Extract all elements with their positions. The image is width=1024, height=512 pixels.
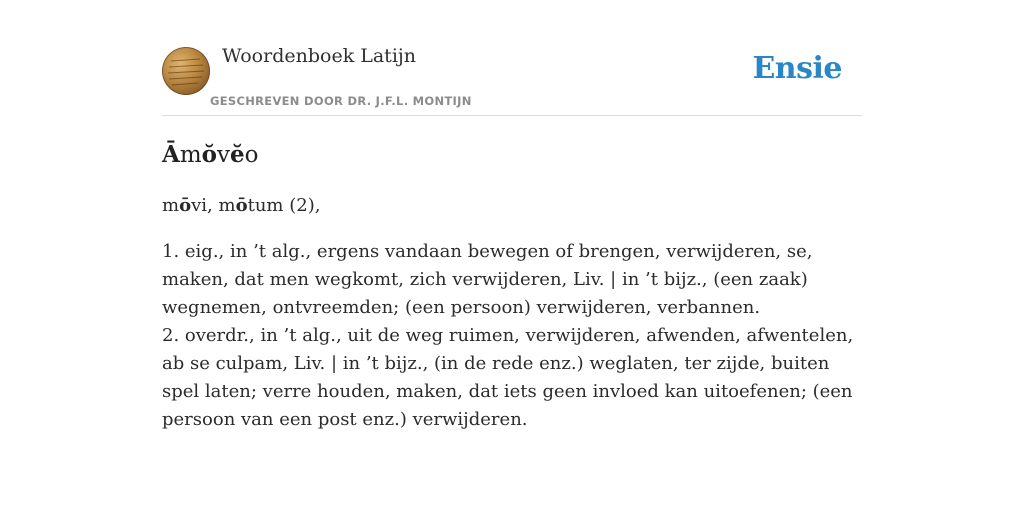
site-header: [162, 0, 862, 116]
definition-sense-1: 1. eig., in ’t alg., ergens vandaan bewegen of brengen, verwijderen, se, maken, dat men wegkomt, zich verwijderen, Liv. | in ’t bijz., (een zaak) wegnemen, ontvreemden; (een persoon) verwijderen, verbannen.: [162, 241, 813, 318]
entry-forms: mōvi, mōtum (2),: [162, 195, 321, 216]
entry-definition: [162, 238, 862, 434]
author-byline: GESCHREVEN DOOR DR. J.F.L. MONTIJN: [210, 94, 472, 108]
page: [162, 0, 862, 434]
entry-headword: Āmŏvĕo: [162, 141, 259, 168]
coin-logo-icon[interactable]: [162, 47, 210, 95]
site-title[interactable]: Woordenboek Latijn: [222, 45, 417, 67]
definition-sense-2: 2. overdr., in ’t alg., uit de weg ruimen, verwijderen, afwenden, afwentelen, ab se culpam, Liv. | in ’t bijz., (in de rede enz.) weglaten, ter zijde, buiten spel laten; verre houden, maken, dat iets geen invloed kan uitoefenen; (een persoon van een post enz.) verwijderen.: [162, 325, 854, 430]
brand-logo-link[interactable]: Ensie: [752, 51, 842, 86]
